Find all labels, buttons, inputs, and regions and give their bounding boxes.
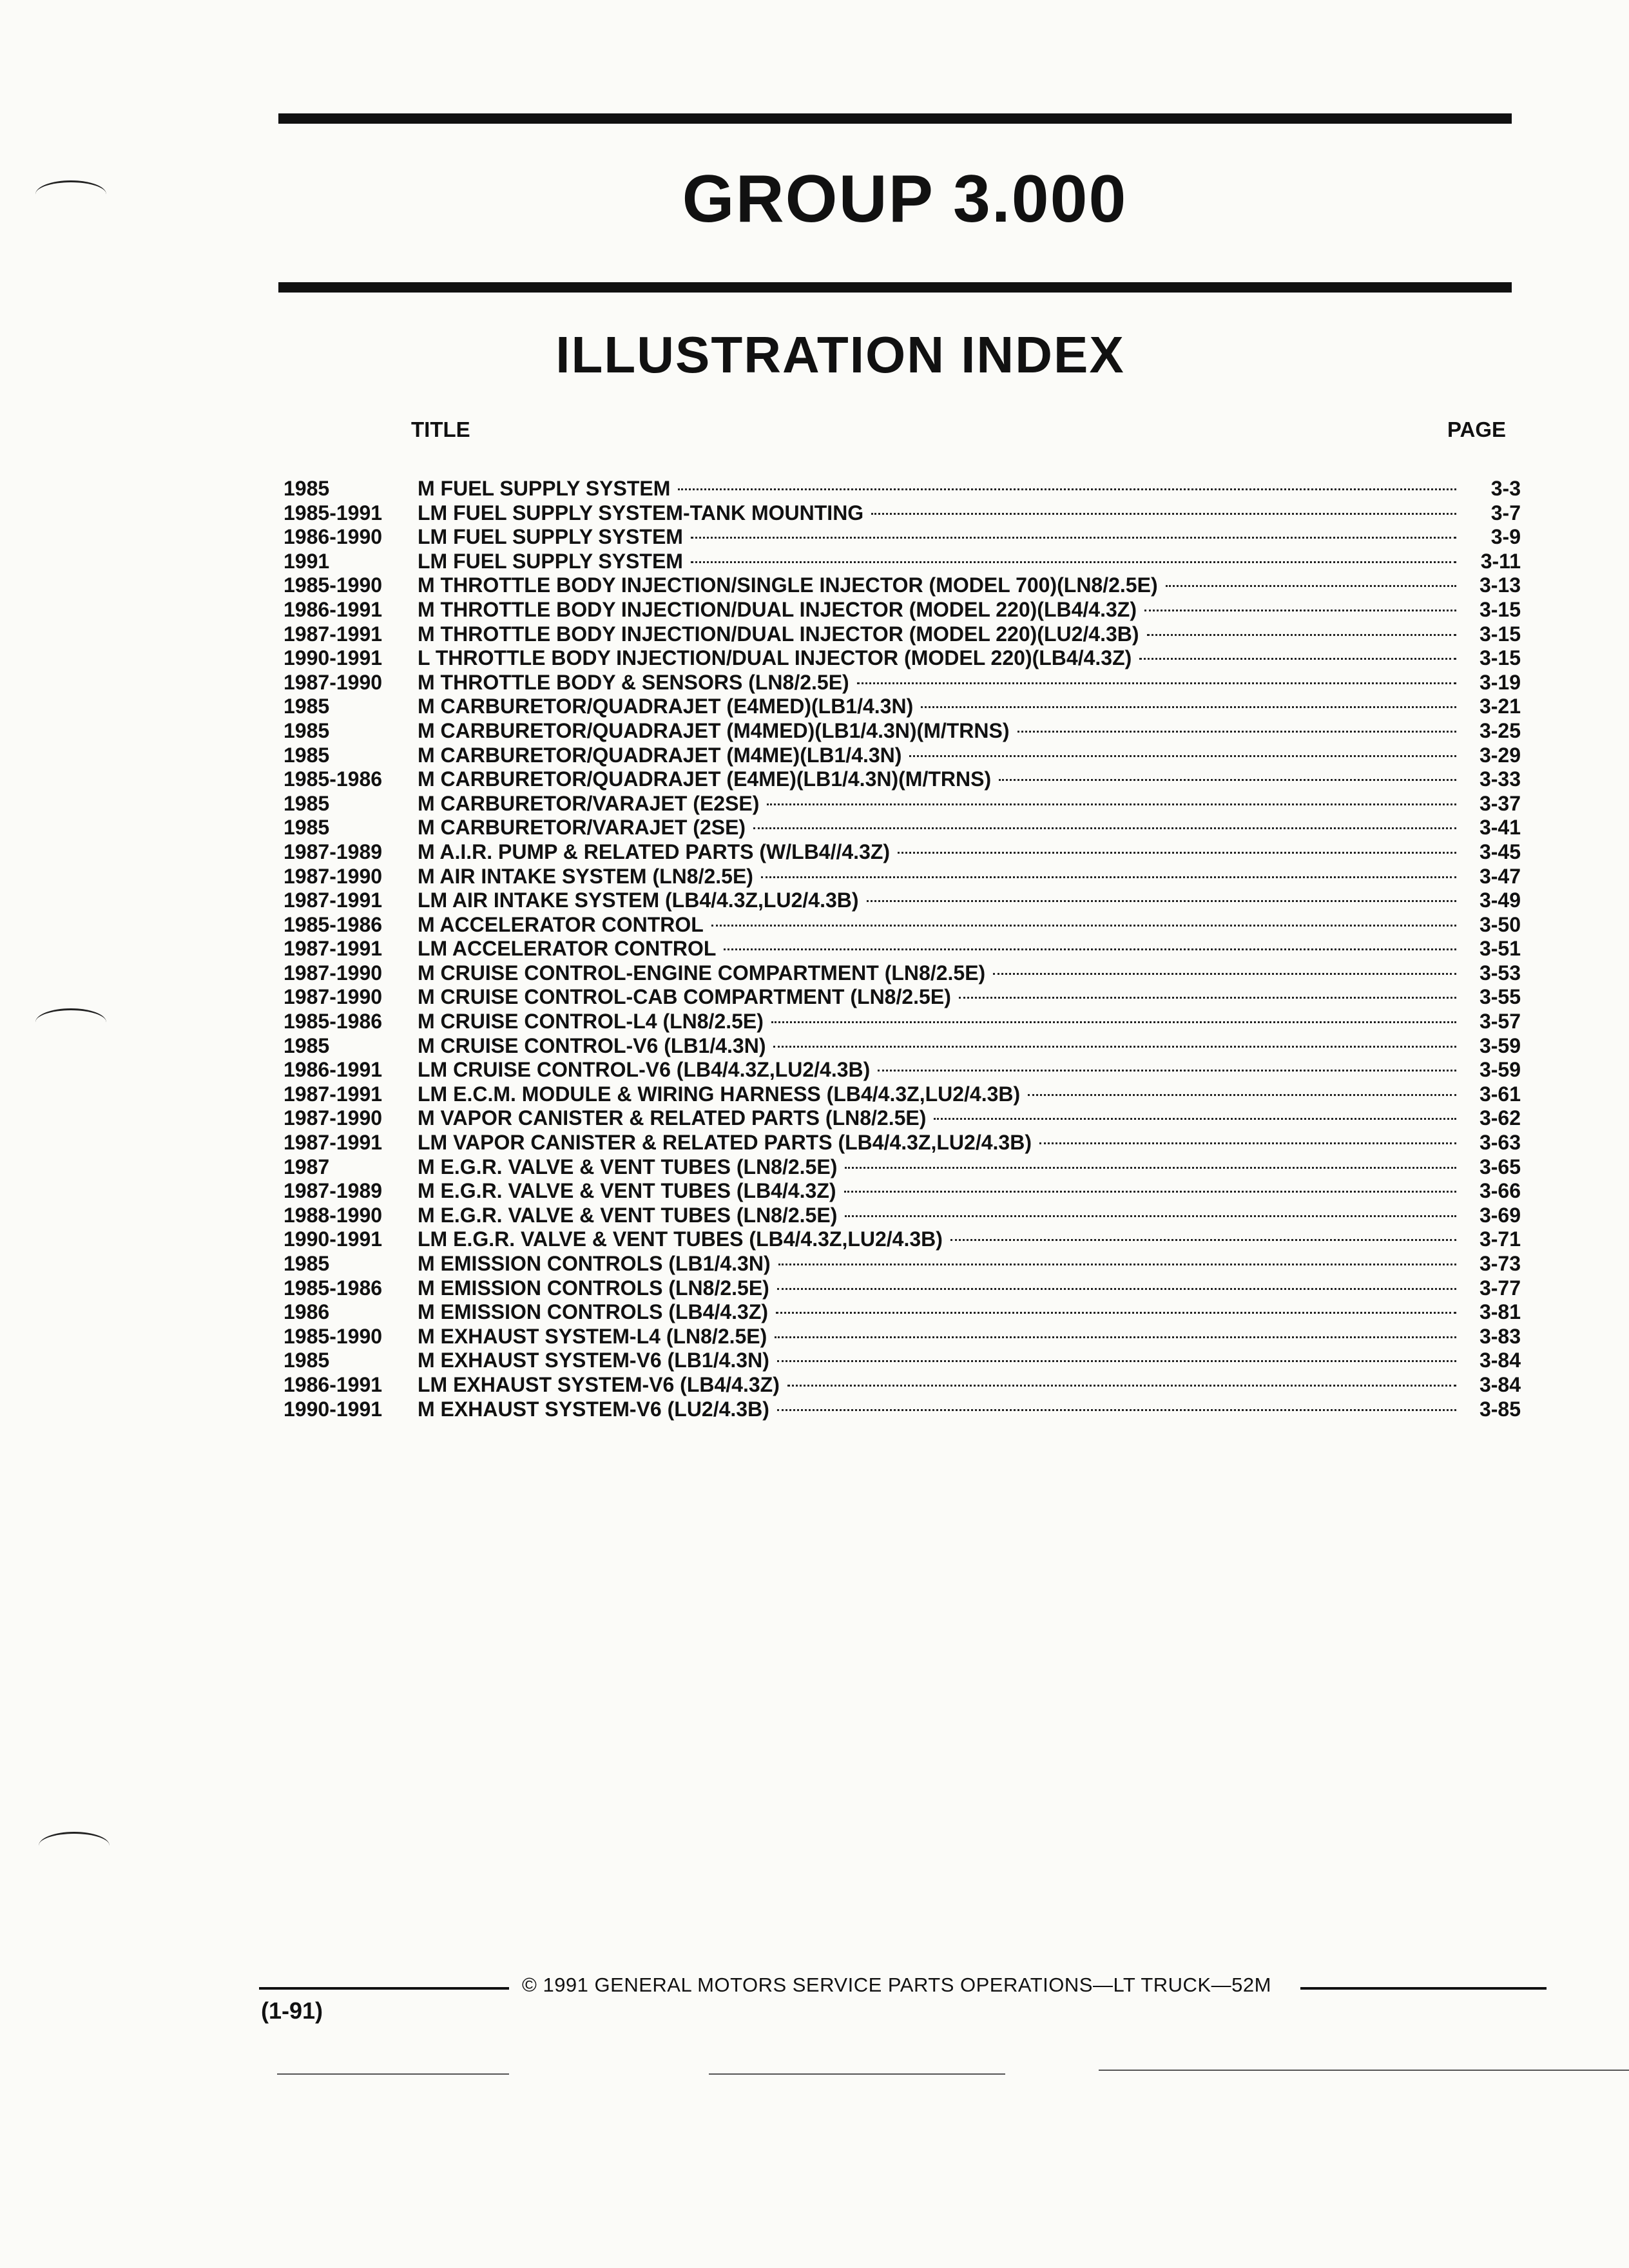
entry-year: 1985 (284, 743, 330, 767)
entry-line (418, 937, 1521, 961)
entry-line (418, 840, 1521, 865)
entry-line (418, 1373, 1521, 1398)
entry-year: 1985-1986 (284, 1010, 383, 1033)
entry-title: M E.G.R. VALVE & VENT TUBES (LN8/2.5E) (418, 1203, 838, 1227)
entry-title: M THROTTLE BODY INJECTION/DUAL INJECTOR (MODEL 220)(LB4/4.3Z) (418, 597, 1137, 621)
entry-title: M CARBURETOR/QUADRAJET (M4ME)(LB1/4.3N) (418, 743, 902, 767)
index-entry (284, 1179, 1521, 1204)
entry-title: LM E.C.M. MODULE & WIRING HARNESS (LB4/4.3Z,LU2/4.3B) (418, 1082, 1021, 1106)
entry-year: 1987-1990 (284, 864, 383, 888)
entry-page: 3-15 (1479, 597, 1521, 621)
entry-line (418, 1082, 1521, 1107)
entry-year: 1991 (284, 549, 330, 573)
entry-line (418, 792, 1521, 816)
entry-line (418, 889, 1521, 913)
index-title: ILLUSTRATION INDEX (555, 326, 1125, 383)
scan-line (1099, 2070, 1629, 2071)
index-entry (284, 1155, 1521, 1180)
entry-line (418, 573, 1521, 598)
entry-title: M EMISSION CONTROLS (LN8/2.5E) (418, 1276, 769, 1300)
dot-leader (845, 1215, 1456, 1217)
dot-leader (711, 925, 1456, 927)
entry-year: 1985 (284, 477, 330, 500)
entry-line (418, 1300, 1521, 1325)
entry-page: 3-83 (1479, 1324, 1521, 1348)
entry-title: M CARBURETOR/VARAJET (E2SE) (418, 791, 760, 815)
index-entry (284, 598, 1521, 622)
mid-rule (278, 282, 1512, 293)
entry-title: M ACCELERATOR CONTROL (418, 912, 704, 936)
entry-page: 3-63 (1479, 1131, 1521, 1155)
entry-title: M EMISSION CONTROLS (LB4/4.3Z) (418, 1300, 769, 1324)
entry-page: 3-11 (1480, 549, 1521, 573)
index-entry (284, 477, 1521, 501)
entry-year: 1990-1991 (284, 1397, 383, 1421)
entry-page: 3-69 (1479, 1203, 1521, 1227)
scan-mark (39, 1832, 110, 1860)
group-title: GROUP 3.000 (682, 162, 1128, 236)
entry-page: 3-13 (1479, 573, 1521, 597)
entry-page: 3-50 (1479, 912, 1521, 936)
entry-page: 3-59 (1479, 1058, 1521, 1082)
entry-title: M THROTTLE BODY & SENSORS (LN8/2.5E) (418, 670, 849, 694)
entry-page: 3-37 (1479, 791, 1521, 815)
index-entry (284, 1300, 1521, 1325)
dot-leader (867, 900, 1456, 902)
entry-line (418, 1398, 1521, 1422)
entry-year: 1985 (284, 816, 330, 840)
entry-page: 3-66 (1479, 1179, 1521, 1203)
entry-year: 1985 (284, 695, 330, 718)
entry-year: 1985-1991 (284, 501, 383, 524)
index-entry (284, 1058, 1521, 1082)
entry-title: LM AIR INTAKE SYSTEM (LB4/4.3Z,LU2/4.3B) (418, 889, 859, 912)
entry-year: 1986 (284, 1300, 330, 1324)
entry-line (418, 550, 1521, 574)
dot-leader (773, 1046, 1456, 1048)
entry-title: LM CRUISE CONTROL-V6 (LB4/4.3Z,LU2/4.3B) (418, 1058, 871, 1082)
dot-leader (678, 488, 1456, 490)
entry-line (418, 1276, 1521, 1301)
index-entry (284, 573, 1521, 598)
entry-line (418, 1155, 1521, 1180)
dot-leader (909, 755, 1456, 757)
dot-leader (1017, 731, 1456, 733)
index-entry (284, 1325, 1521, 1349)
index-entry (284, 1204, 1521, 1228)
entry-line (418, 525, 1521, 550)
entry-line (418, 744, 1521, 768)
dot-leader (845, 1167, 1456, 1169)
entry-page: 3-62 (1479, 1106, 1521, 1130)
top-rule (278, 113, 1512, 124)
dot-leader (777, 1409, 1456, 1411)
dot-leader (934, 1118, 1456, 1120)
entry-line (418, 501, 1521, 526)
entry-line (418, 1204, 1521, 1228)
index-entry (284, 913, 1521, 937)
dot-leader (691, 561, 1456, 563)
dot-leader (857, 682, 1456, 684)
entry-title: LM EXHAUST SYSTEM-V6 (LB4/4.3Z) (418, 1372, 780, 1396)
entry-page: 3-71 (1479, 1227, 1521, 1251)
entry-page: 3-41 (1479, 816, 1521, 840)
entry-year: 1987-1991 (284, 889, 383, 912)
entry-year: 1985 (284, 1252, 330, 1275)
entry-page: 3-84 (1479, 1372, 1521, 1396)
index-entry (284, 695, 1521, 719)
entry-title: M CARBURETOR/VARAJET (2SE) (418, 816, 746, 840)
entry-page: 3-29 (1479, 743, 1521, 767)
entry-year: 1985 (284, 1349, 330, 1372)
entry-line (418, 1179, 1521, 1204)
entry-year: 1986-1991 (284, 1372, 383, 1396)
entry-title: M AIR INTAKE SYSTEM (LN8/2.5E) (418, 864, 753, 888)
entry-year: 1987-1989 (284, 840, 383, 863)
entry-year: 1987-1991 (284, 1082, 383, 1106)
entry-line (418, 865, 1521, 889)
entry-page: 3-61 (1479, 1082, 1521, 1106)
entry-year: 1985-1986 (284, 912, 383, 936)
entry-year: 1985-1990 (284, 1324, 383, 1348)
illustration-index-list (284, 477, 1521, 1421)
entry-year: 1985 (284, 791, 330, 815)
index-entry (284, 671, 1521, 695)
entry-title: M CRUISE CONTROL-CAB COMPARTMENT (LN8/2.5E) (418, 985, 951, 1009)
entry-line (418, 816, 1521, 840)
dot-leader (724, 948, 1456, 950)
index-entry (284, 889, 1521, 913)
index-entry (284, 1082, 1521, 1107)
entry-line (418, 671, 1521, 695)
entry-line (418, 1227, 1521, 1252)
entry-line (418, 1252, 1521, 1276)
entry-year: 1987-1991 (284, 1131, 383, 1155)
entry-title: M EMISSION CONTROLS (LB1/4.3N) (418, 1252, 771, 1275)
entry-year: 1987-1990 (284, 1106, 383, 1130)
entry-title: LM ACCELERATOR CONTROL (418, 937, 717, 961)
entry-year: 1986-1991 (284, 1058, 383, 1082)
index-entry (284, 719, 1521, 744)
entry-title: M CARBURETOR/QUADRAJET (E4ME)(LB1/4.3N)(M/TRNS) (418, 767, 992, 791)
entry-line (418, 1010, 1521, 1034)
dot-leader (898, 852, 1456, 854)
index-entry (284, 840, 1521, 865)
entry-title: M E.G.R. VALVE & VENT TUBES (LN8/2.5E) (418, 1155, 838, 1178)
index-entry (284, 767, 1521, 792)
entry-year: 1988-1990 (284, 1203, 383, 1227)
dot-leader (878, 1070, 1456, 1072)
entry-title: M A.I.R. PUMP & RELATED PARTS (W/LB4//4.3Z) (418, 840, 891, 863)
entry-page: 3-3 (1490, 477, 1521, 500)
scan-mark (35, 1008, 106, 1036)
entry-page: 3-59 (1479, 1033, 1521, 1057)
entry-page: 3-21 (1479, 695, 1521, 718)
index-entry (284, 1034, 1521, 1059)
index-entry (284, 622, 1521, 647)
entry-line (418, 695, 1521, 719)
entry-title: L THROTTLE BODY INJECTION/DUAL INJECTOR (MODEL 220)(LB4/4.3Z) (418, 646, 1132, 670)
index-entry (284, 816, 1521, 840)
entry-title: M VAPOR CANISTER & RELATED PARTS (LN8/2.5E) (418, 1106, 927, 1130)
entry-page: 3-49 (1479, 889, 1521, 912)
dot-leader (921, 706, 1456, 708)
entry-page: 3-33 (1479, 767, 1521, 791)
entry-year: 1985-1990 (284, 573, 383, 597)
index-entry (284, 961, 1521, 986)
index-entry (284, 1252, 1521, 1276)
page-column-header: PAGE (1447, 418, 1507, 441)
entry-line (418, 961, 1521, 986)
dot-leader (753, 827, 1456, 829)
entry-title: M E.G.R. VALVE & VENT TUBES (LB4/4.3Z) (418, 1179, 836, 1203)
index-entry (284, 1373, 1521, 1398)
footer-rule-right (1300, 1987, 1547, 1990)
index-entry (284, 1349, 1521, 1373)
index-entry (284, 865, 1521, 889)
entry-year: 1986-1990 (284, 525, 383, 549)
entry-line (418, 719, 1521, 744)
dot-leader (1028, 1094, 1456, 1096)
entry-title: M CRUISE CONTROL-ENGINE COMPARTMENT (LN8/2.5E) (418, 961, 986, 985)
entry-page: 3-81 (1479, 1300, 1521, 1324)
entry-line (418, 1131, 1521, 1155)
index-entry (284, 985, 1521, 1010)
dot-leader (761, 876, 1456, 878)
index-entry (284, 1106, 1521, 1131)
index-entry (284, 646, 1521, 671)
entry-title: M EXHAUST SYSTEM-V6 (LB1/4.3N) (418, 1349, 769, 1372)
entry-title: M THROTTLE BODY INJECTION/DUAL INJECTOR (MODEL 220)(LU2/4.3B) (418, 622, 1139, 646)
entry-line (418, 985, 1521, 1010)
entry-title: M CARBURETOR/QUADRAJET (E4MED)(LB1/4.3N) (418, 695, 914, 718)
entry-page: 3-25 (1479, 718, 1521, 742)
entry-page: 3-9 (1490, 525, 1521, 549)
entry-title: M EXHAUST SYSTEM-L4 (LN8/2.5E) (418, 1324, 767, 1348)
entry-line (418, 1349, 1521, 1373)
dot-leader (871, 513, 1456, 515)
dot-leader (1139, 658, 1456, 660)
entry-year: 1985-1986 (284, 1276, 383, 1300)
entry-year: 1987-1990 (284, 985, 383, 1009)
footer-rule-left (259, 1987, 509, 1990)
entry-year: 1986-1991 (284, 597, 383, 621)
entry-line (418, 1058, 1521, 1082)
entry-title: M FUEL SUPPLY SYSTEM (418, 477, 671, 500)
dot-leader (776, 1312, 1456, 1314)
entry-page: 3-53 (1479, 961, 1521, 985)
entry-title: M CARBURETOR/QUADRAJET (M4MED)(LB1/4.3N)(M/TRNS) (418, 718, 1010, 742)
entry-title: LM FUEL SUPPLY SYSTEM (418, 525, 683, 549)
entry-page: 3-65 (1479, 1155, 1521, 1178)
dot-leader (787, 1385, 1456, 1387)
entry-page: 3-55 (1479, 985, 1521, 1009)
scan-line (709, 2073, 1005, 2075)
entry-line (418, 1325, 1521, 1349)
entry-page: 3-19 (1479, 670, 1521, 694)
entry-page: 3-15 (1479, 646, 1521, 670)
entry-line (418, 1106, 1521, 1131)
dot-leader (993, 973, 1456, 975)
dot-leader (1144, 610, 1456, 611)
entry-line (418, 598, 1521, 622)
dot-leader (771, 1021, 1456, 1023)
dot-leader (767, 803, 1456, 805)
dot-leader (777, 1288, 1456, 1290)
index-entry (284, 1131, 1521, 1155)
dot-leader (1147, 634, 1456, 636)
index-entry (284, 501, 1521, 526)
dot-leader (1166, 585, 1456, 587)
entry-line (418, 913, 1521, 937)
dot-leader (950, 1239, 1456, 1241)
entry-year: 1987-1991 (284, 937, 383, 961)
entry-line (418, 622, 1521, 647)
entry-title: LM FUEL SUPPLY SYSTEM (418, 549, 683, 573)
index-entry (284, 1398, 1521, 1422)
title-column-header: TITLE (411, 418, 470, 441)
index-entry (284, 1010, 1521, 1034)
entry-line (418, 477, 1521, 501)
index-entry (284, 792, 1521, 816)
dot-leader (775, 1336, 1456, 1338)
entry-year: 1987-1990 (284, 670, 383, 694)
entry-year: 1990-1991 (284, 1227, 383, 1251)
entry-page: 3-45 (1479, 840, 1521, 863)
index-entry (284, 525, 1521, 550)
scan-line (277, 2073, 509, 2075)
entry-page: 3-15 (1479, 622, 1521, 646)
index-entry (284, 1227, 1521, 1252)
entry-page: 3-7 (1490, 501, 1521, 524)
entry-page: 3-47 (1479, 864, 1521, 888)
dot-leader (691, 537, 1456, 539)
entry-title: LM E.G.R. VALVE & VENT TUBES (LB4/4.3Z,LU2/4.3B) (418, 1227, 943, 1251)
entry-title: M THROTTLE BODY INJECTION/SINGLE INJECTOR (MODEL 700)(LN8/2.5E) (418, 573, 1158, 597)
entry-title: M CRUISE CONTROL-V6 (LB1/4.3N) (418, 1033, 766, 1057)
entry-page: 3-77 (1479, 1276, 1521, 1300)
index-entry (284, 744, 1521, 768)
entry-title: LM VAPOR CANISTER & RELATED PARTS (LB4/4.3Z,LU2/4.3B) (418, 1131, 1032, 1155)
index-entry (284, 1276, 1521, 1301)
dot-leader (777, 1360, 1456, 1362)
entry-year: 1985 (284, 1033, 330, 1057)
entry-title: M CRUISE CONTROL-L4 (LN8/2.5E) (418, 1010, 764, 1033)
entry-page: 3-84 (1479, 1349, 1521, 1372)
entry-page: 3-85 (1479, 1397, 1521, 1421)
entry-year: 1985-1986 (284, 767, 383, 791)
entry-line (418, 767, 1521, 792)
revision-date: (1-91) (261, 1997, 323, 2024)
dot-leader (1039, 1142, 1456, 1144)
copyright-notice: © 1991 GENERAL MOTORS SERVICE PARTS OPERATIONS—LT TRUCK—52M (522, 1974, 1271, 1996)
entry-year: 1987 (284, 1155, 330, 1178)
index-entry (284, 550, 1521, 574)
entry-year: 1990-1991 (284, 646, 383, 670)
entry-page: 3-51 (1479, 937, 1521, 961)
index-entry (284, 937, 1521, 961)
entry-title: LM FUEL SUPPLY SYSTEM-TANK MOUNTING (418, 501, 864, 524)
entry-title: M EXHAUST SYSTEM-V6 (LU2/4.3B) (418, 1397, 769, 1421)
entry-year: 1987-1989 (284, 1179, 383, 1203)
dot-leader (844, 1191, 1456, 1193)
entry-year: 1987-1991 (284, 622, 383, 646)
entry-line (418, 1034, 1521, 1059)
entry-year: 1987-1990 (284, 961, 383, 985)
dot-leader (778, 1264, 1456, 1265)
dot-leader (959, 997, 1456, 999)
dot-leader (999, 779, 1456, 781)
entry-year: 1985 (284, 718, 330, 742)
entry-page: 3-73 (1479, 1252, 1521, 1275)
entry-page: 3-57 (1479, 1010, 1521, 1033)
entry-line (418, 646, 1521, 671)
